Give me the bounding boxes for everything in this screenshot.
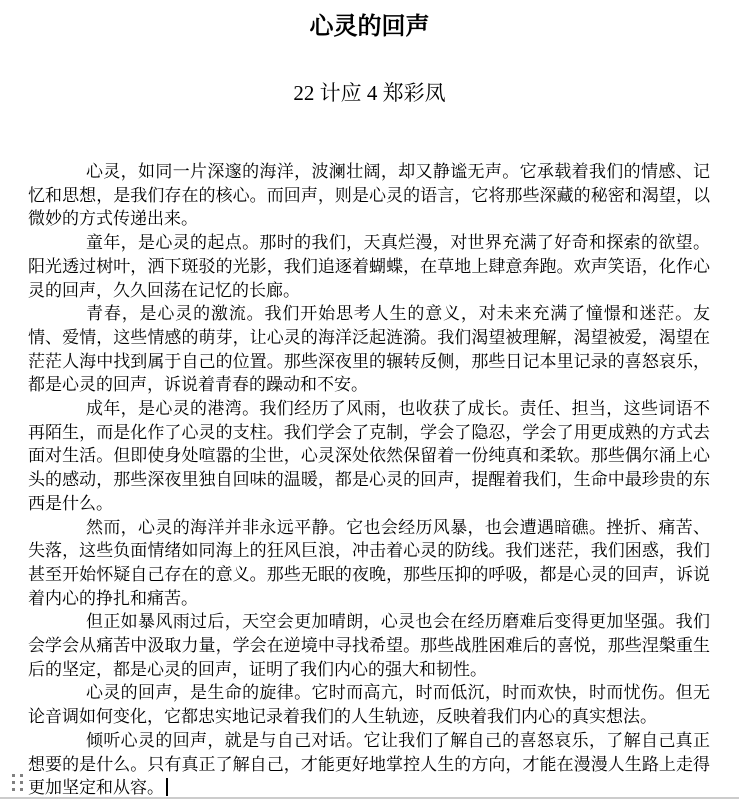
block-drag-handle[interactable] xyxy=(12,772,28,792)
paragraph-text: 心灵，如同一片深邃的海洋，波澜壮阔，却又静谧无声。它承载着我们的情感、记忆和思想，是我们存在的核心。而回声，则是心灵的语言，它将那些深藏的秘密和渴望，以微妙的方式传递出来。 xyxy=(28,162,710,229)
paragraph[interactable] xyxy=(28,397,710,516)
text-caret xyxy=(166,778,168,796)
paragraph[interactable] xyxy=(28,231,710,302)
essay-body[interactable] xyxy=(28,160,710,799)
paragraph[interactable] xyxy=(28,302,710,397)
paragraph-text: 童年，是心灵的起点。那时的我们，天真烂漫，对世界充满了好奇和探索的欲望。阳光透过树叶，洒下斑驳的光影，我们追逐着蝴蝶，在草地上肆意奔跑。欢声笑语，化作心灵的回声，久久回荡在记忆的长廊。 xyxy=(28,233,710,300)
paragraph-text: 倾听心灵的回声，就是与自己对话。它让我们了解自己的喜怒哀乐，了解自己真正想要的是什么。只有真正了解自己，才能更好地掌控人生的方向，才能在漫漫人生路上走得更加坚定和从容。 xyxy=(28,730,710,798)
paragraph-text: 心灵的回声，是生命的旋律。它时而高亢，时而低沉，时而欢快，时而忧伤。但无论音调如何变化，它都忠实地记录着我们的人生轨迹，反映着我们内心的真实想法。 xyxy=(28,683,710,727)
paragraph[interactable] xyxy=(28,610,710,681)
document-title[interactable]: 心灵的回声 xyxy=(309,13,430,40)
paragraph[interactable] xyxy=(28,516,710,611)
paragraph[interactable] xyxy=(28,729,710,799)
paragraph-text: 但正如暴风雨过后，天空会更加晴朗，心灵也会在经历磨难后变得更加坚强。我们会学会从痛苦中汲取力量，学会在逆境中寻找希望。那些战胜困难后的喜悦，那些涅槃重生后的坚定，都是心灵的回声，证明了我们内心的强大和韧性。 xyxy=(28,612,710,679)
paragraph[interactable] xyxy=(28,160,710,231)
paragraph[interactable] xyxy=(28,681,710,728)
drag-handle-dots-icon xyxy=(12,774,23,791)
paragraph-text: 成年，是心灵的港湾。我们经历了风雨，也收获了成长。责任、担当，这些词语不再陌生，而是化作了心灵的支柱。我们学会了克制，学会了隐忍，学会了用更成熟的方式去面对生活。但即使身处喧嚣的尘世，心灵深处依然保留着一份纯真和柔软。那些偶尔涌上心头的感动，那些深夜里独自回味的温暖，都是心灵的回声，提醒着我们，生命中最珍贵的东西是什么。 xyxy=(28,399,710,513)
paragraph-text: 青春，是心灵的激流。我们开始思考人生的意义，对未来充满了憧憬和迷茫。友情、爱情，这些情感的萌芽，让心灵的海洋泛起涟漪。我们渴望被理解，渴望被爱，渴望在茫茫人海中找到属于自己的位置。那些深夜里的辗转反侧，那些日记本里记录的喜怒哀乐，都是心灵的回声，诉说着青春的躁动和不安。 xyxy=(28,304,710,395)
document-byline[interactable]: 22 计应 4 郑彩凤 xyxy=(293,81,446,105)
paragraph-text: 然而，心灵的海洋并非永远平静。它也会经历风暴，也会遭遇暗礁。挫折、痛苦、失落，这些负面情绪如同海上的狂风巨浪，冲击着心灵的防线。我们迷茫，我们困惑，我们甚至开始怀疑自己存在的意义。那些无眠的夜晚，那些压抑的呼吸，都是心灵的回声，诉说着内心的挣扎和痛苦。 xyxy=(28,517,710,608)
